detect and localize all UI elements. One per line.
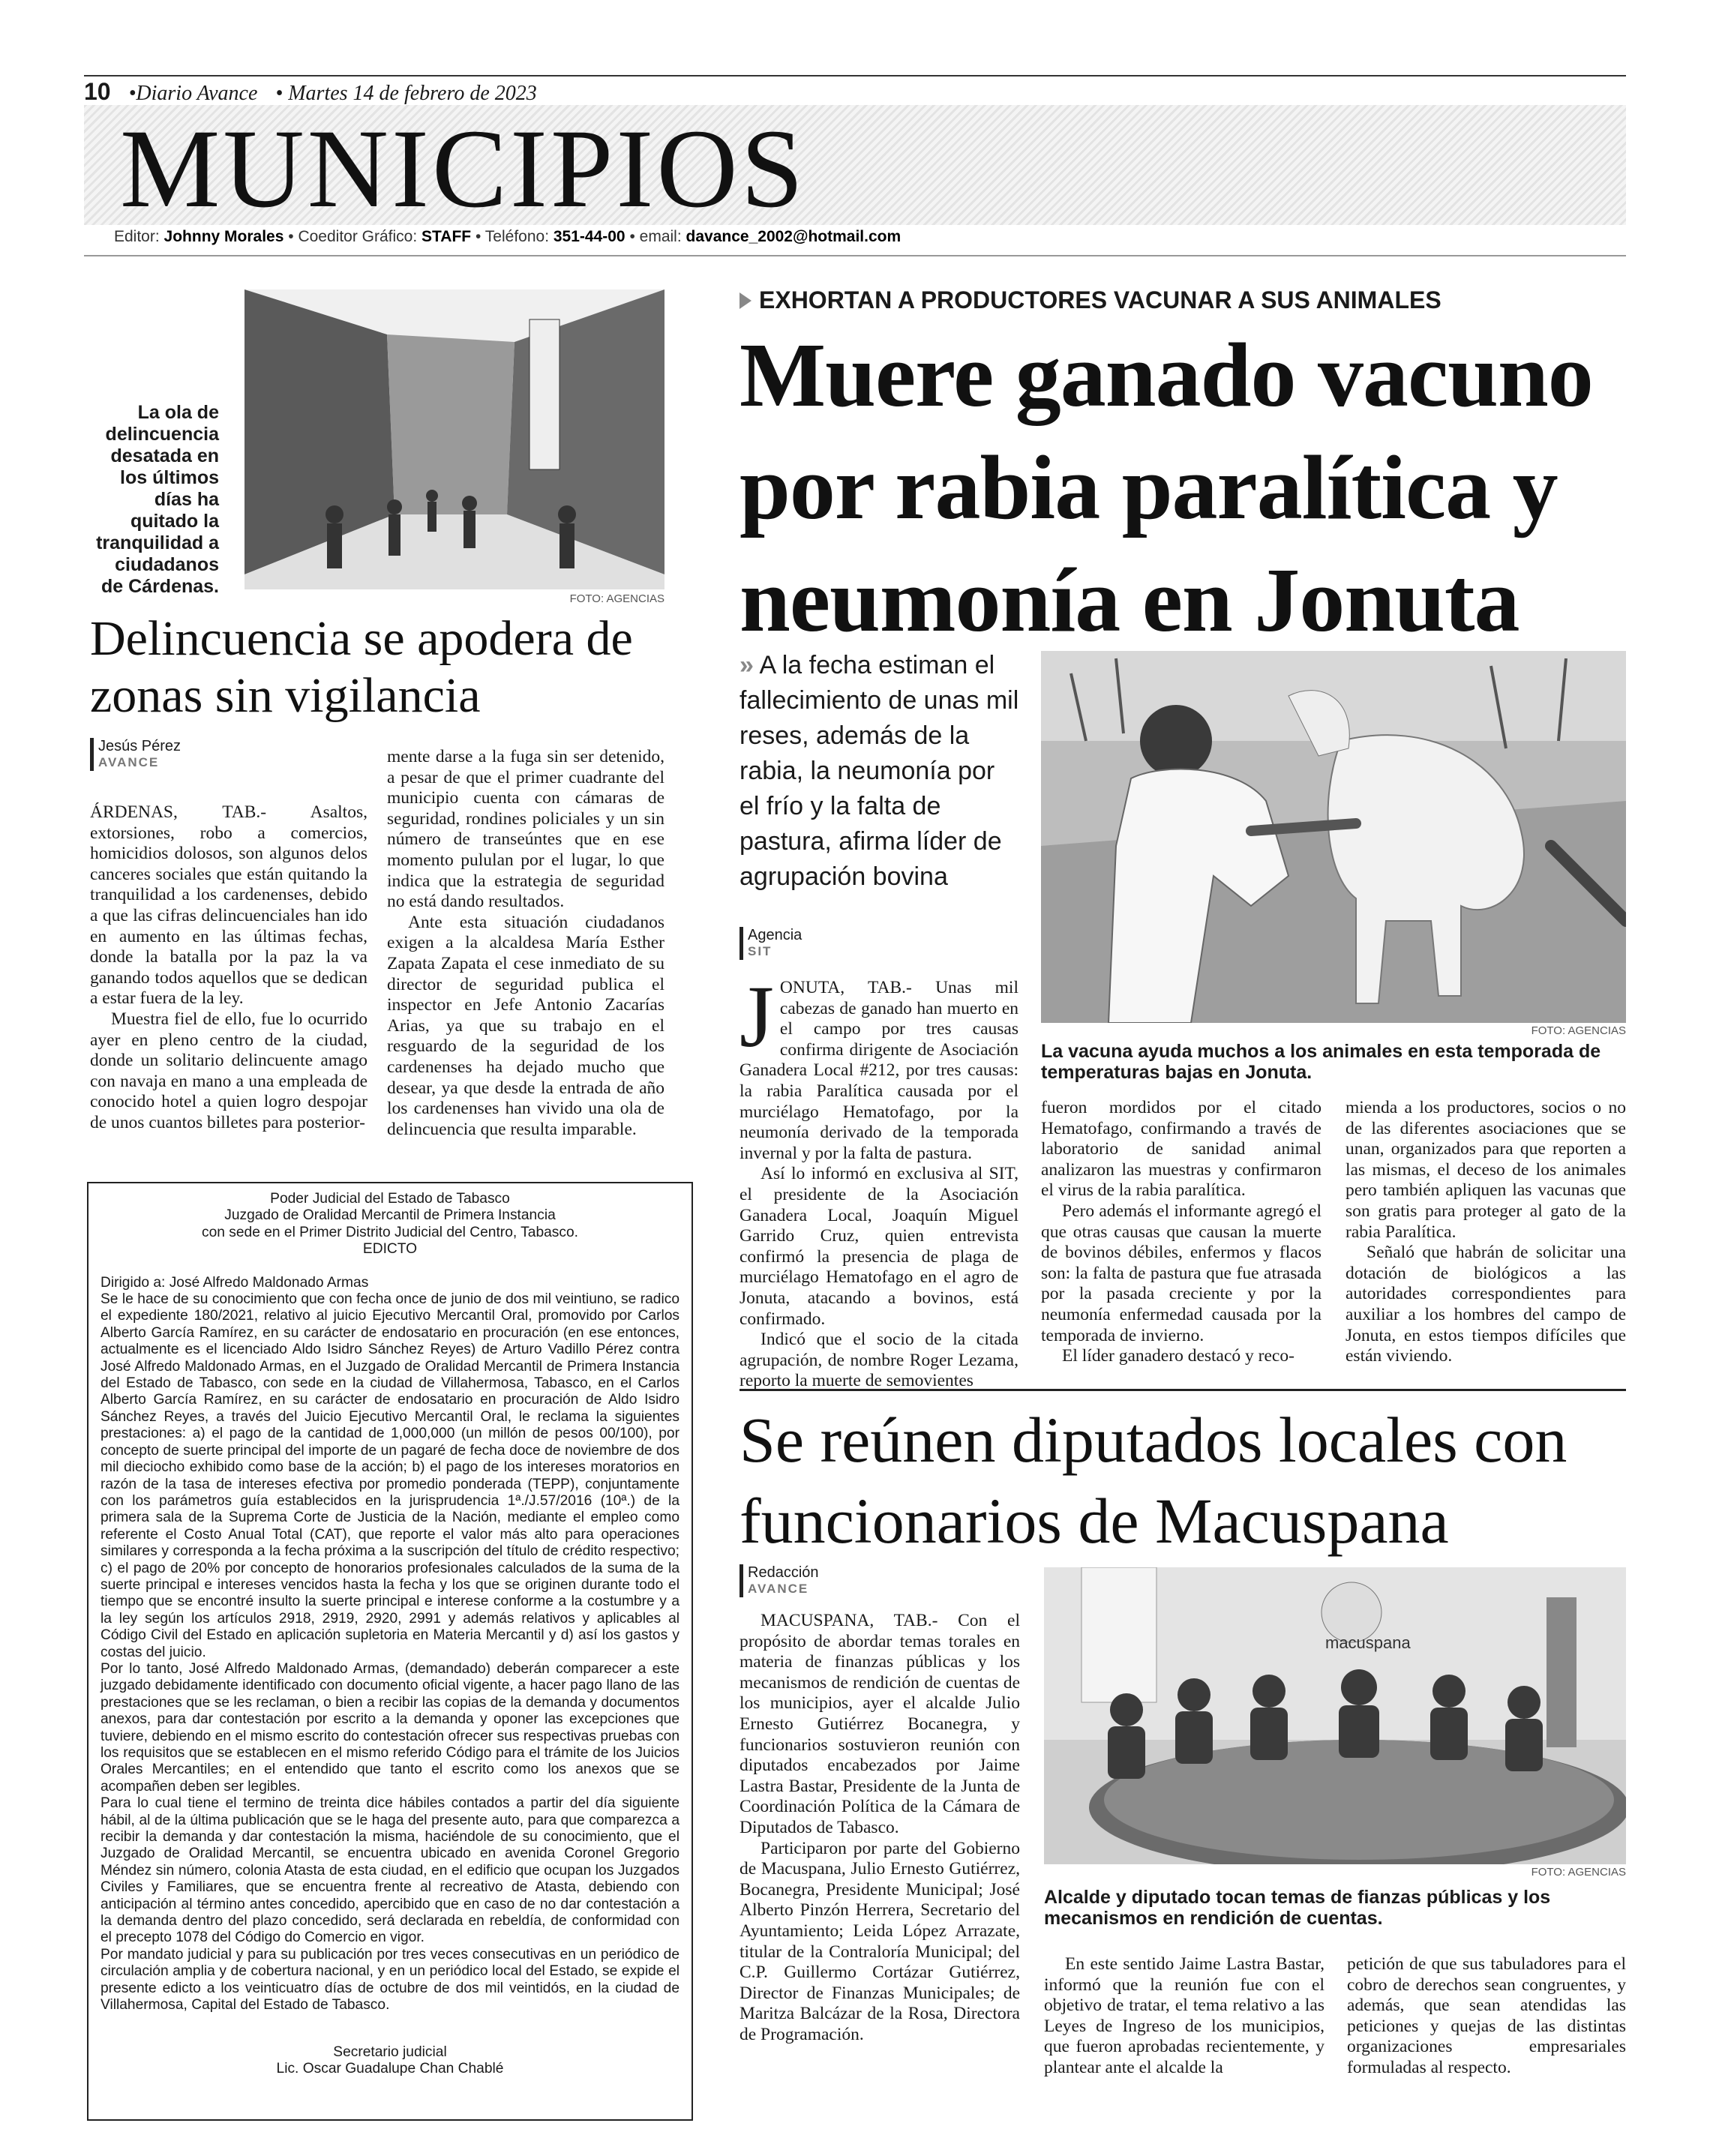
editor-line [114, 228, 901, 246]
cattle-photo-caption: La vacuna ayuda muchos a los animales en esta temporada de temperaturas bajas en Jonuta. [1041, 1041, 1601, 1083]
story2-paragraph: Pero además el informante agregó el que otras causas que causan la muerte de bovinos débiles, enfermos y flacos son: la falta de pastura que fue atrasada por la pasada creciente y por la neumonía enfermedad causada por la temporada de invierno. [1041, 1201, 1322, 1345]
story2-byline [740, 927, 802, 960]
phone-number: 351-44-00 [553, 228, 626, 245]
header-rule [84, 255, 1626, 256]
email-label: • email: [629, 228, 682, 245]
story2-column-3 [1346, 1098, 1626, 1367]
story3-column-2 [1044, 1954, 1324, 2079]
story2-column-1 [740, 967, 1018, 1392]
edicto-paragraph: Por mandato judicial y para su publicación por tres veces consecutivas en un periódico de circulación amplia y de cobertura nacional, y en un periódico local del Estado, se expide el presente edicto a los veinticuatro días de octubre de dos mil veintidós, en la ciudad de Villahermosa, Capital del Estado de Tabasco. [100, 1946, 680, 2014]
section-title: MUNICIPIOS [120, 106, 807, 231]
meeting-photo-credit: FOTO: AGENCIAS [1531, 1866, 1626, 1879]
edicto-signature-title: Secretario judicial [333, 2044, 447, 2060]
meeting-photo-caption: Alcalde y diputado tocan temas de fianzas públicas y los mecanismos en rendición de cuentas. [1044, 1887, 1551, 1929]
street-photo-caption: La ola de delincuencia desatada en los últimos días ha quitado la tranquilidad a ciudadanos de Cárdenas. [96, 402, 219, 597]
edicto-signature-name: Lic. Oscar Guadalupe Chan Chablé [276, 2060, 504, 2077]
story1-outlet: AVANCE [98, 755, 160, 769]
cattle-vaccination-image [1041, 651, 1626, 1023]
story3-paragraph: petición de que sus tabuladores para el cobro de derechos sean congruentes, y además, que sean atendidas las peticiones y quejas de las distintas organizaciones empresariales formuladas al respecto. [1347, 1954, 1626, 2077]
email-address: davance_2002@hotmail.com [686, 228, 902, 245]
edicto-paragraph: Para lo cual tiene el termino de treinta dice hábiles contados a partir del día siguiente hábil, al de la última publicación que se le haga del presente auto, para que comparezca a recibir la demanda y dar contestación la misma, haciéndole de su conocimiento, que el Juzgado de Oralidad Mercantil, se encuentra ubicado en avenida Coronel Gregorio Méndez sin número, colonia Atasta de esta ciudad, en el edificio que ocupan los Juzgados Civiles y Familiares, que se encuentra frente al recreativo de Atasta, debiendo con anticipación al término antes concedido, apercibido que en caso de no dar contestación a la demanda dentro del plazo concedido, será declarada en rebeldía, de conformidad con el precepto 1078 del Código do Comercio en vigor. [100, 1795, 680, 1946]
coeditor-name: STAFF [422, 228, 472, 245]
story1-paragraph: mente darse a la fuga sin ser detenido, a pesar de que el primer cuadrante del municipio cuenta con cámaras de seguridad, rondines policiales y un sin número de transeúntes que en ese momento pululan por el lugar, lo que indica que la estrategia de seguridad no está dando resultados. [387, 747, 664, 912]
top-rule [84, 75, 1626, 76]
story2-deck [740, 648, 1020, 895]
story2-column-2 [1041, 1098, 1322, 1367]
edicto-addressee: Dirigido a: José Alfredo Maldonado Armas [100, 1274, 369, 1291]
meeting-wall-sign: macuspana [1325, 1633, 1411, 1652]
story2-kicker [740, 286, 1442, 314]
editor-label: Editor: [114, 228, 160, 245]
story2-paragraph: El líder ganadero destacó y reco- [1062, 1346, 1294, 1366]
story1-column-1 [90, 802, 368, 1134]
story1-paragraph: Muestra fiel de ello, fue lo ocurrido ayer en pleno centro de la ciudad, donde un solitario delincuente amago con navaja en mano a una empleada de conocido hotel a quien logro despojar de unos cuantos billetes para posterior- [90, 1009, 368, 1132]
story3-paragraph: Participaron por parte del Gobierno de Macuspana, Julio Ernesto Gutiérrez, Bocanegra, Presidente Municipal; José Alberto Pinzón Herrera, Secretario del Ayuntamiento; Leida López Arrazate, titular de la Contraloría Municipal; del C.P. Guillermo Cortázar Gutiérrez, Director de Finanzas Municipales; de Maritza Balcázar de la Rosa, Directora de Programación. [740, 1838, 1020, 2044]
editor-name: Johnny Morales [164, 228, 284, 245]
story3-paragraph: En este sentido Jaime Lastra Bastar, informó que la reunión fue con el objetivo de tratar, el tema relativo a las Leyes de Ingreso de los municipios, que fueron aprobadas recientemente, y plantear ante el alcalde la [1044, 1954, 1324, 2077]
street-photo-credit: FOTO: AGENCIAS [569, 592, 664, 605]
coeditor-label: • Coeditor Gráfico: [288, 228, 418, 245]
story2-headline: Muere ganado vacuno por rabia paralítica y neumonía en Jonuta [740, 325, 1593, 651]
story2-author: Agencia [748, 927, 802, 943]
phone-label: • Teléfono: [475, 228, 550, 245]
triangle-arrow-icon [740, 292, 752, 309]
story-divider [740, 1389, 1626, 1391]
story2-paragraph: ONUTA, TAB.- Unas mil cabezas de ganado han muerto en el campo por tres causas confirma dirigente de Asociación Ganadera Local #212, por tres causas: la rabia Paralítica causada por el murciélago Hematofago, por la neumonía derivado de la temporada invernal y por la falta de pastura. [740, 978, 1018, 1163]
story3-outlet: AVANCE [748, 1582, 809, 1596]
edicto-header-line: con sede en el Primer Distrito Judicial del Centro, Tabasco. [202, 1224, 578, 1240]
story2-paragraph: mienda a los productores, socios o no de las diferentes asociaciones que se unan, organizados para que reporten a las mismas, el deceso de los animales pero también apliquen las vacunas que son gratis para proteger al gato de la rabia Paralítica. [1346, 1098, 1626, 1242]
story3-author: Redacción [748, 1564, 819, 1581]
edicto-paragraph: Por lo tanto, José Alfredo Maldonado Armas, (demandado) deberán comparecer a este juzgado debidamente identificado con documento oficial vigente, a hacer pago llano de las prestaciones que se les reclaman, o bien a recibir las copias de la demanda y documentos anexos, para dar contestación por escrito a la demanda y oponer las excepciones que tuviere, debiendo en el mismo escrito do contestación ofrecer sus respectivas pruebas con los requisitos que se establecen en el mismo referido Código para el trámite de los Juicios Orales Mercantiles; en el entendido que tanto el escrito como los anexos que se acompañen deben ser legibles. [100, 1660, 680, 1795]
story3-headline: Se reúnen diputados locales con funcionarios de Macuspana [740, 1404, 1568, 1557]
cattle-photo-credit: FOTO: AGENCIAS [1531, 1024, 1626, 1037]
story1-headline: Delincuencia se apodera de zonas sin vigilancia [90, 611, 633, 723]
page-number: 10 [84, 78, 111, 105]
edicto-paragraph: Se le hace de su conocimiento que con fecha once de junio de dos mil veintiuno, se radico el expediente 180/2021, relativo al juicio Ejecutivo Mercantil Oral, promovido por Carlos Alberto García Ramírez, en su carácter de endosatario en procuración (en ese entonces, actualmente es el licenciado Aldo Isidro Sánchez Reyes) de Arturo Vadillo Pérez contra José Alfredo Maldonado Armas, en el Juzgado de Oralidad Mercantil de Primera Instancia del Estado de Tabasco, con sede en la ciudad de Villahermosa, Tabasco, en el Carlos Alberto García Ramírez, en su carácter de endosatario en procuración de Aldo Isidro Sánchez Reyes, a través del Juicio Ejecutivo Mercantil Oral, le reclama la siguientes prestaciones: a) el pago de la cantidad de 1,000,000 (un millón de pesos 00/100), por concepto de suerte principal del importe de un pagaré de fecha doce de noviembre de dos mil dieciocho exhibido como base de la acción; b) el pago de los intereses moratorios en razón de la tasa de intereses efectiva por promedio ponderada (TEPP), conjuntamente con los parámetros guía establecidos en la jurisprudencia 1ª./J.57/2016 (10ª.) de la primera sala de la Suprema Corte de Justicia de la Nación, mediante el empleo como referente el Costo Anual Total (CAT), que reporte el valor más alto para operaciones similares y corresponda a la fecha próxima a la suscripción del título de crédito respectivo; c) el pago de 20% por concepto de honorarios profesionales calculados de la suma de la suerte principal e intereses vencidos hasta la fecha y los que se originen durante todo el tiempo que se encontré insulto la suerte principal e interese conforme a la costumbre y a la ley según los artículos 2918, 2919, 2920, 2991 y además relativos y aplicables al Código Civil del Estado en aplicación supletoria en Materia Mercantil y d) así los gastos y costas del juicio. [100, 1291, 680, 1660]
street-scene-image [244, 289, 664, 589]
story2-paragraph: fueron mordidos por el citado Hematofago, confirmando a través de laboratorio de sanidad animal analizaron las muestras y confirmaron el virus de la rabia paralítica. [1041, 1098, 1322, 1201]
story3-column-3 [1347, 1954, 1626, 2079]
edicto-header-line: Juzgado de Oralidad Mercantil de Primera Instancia [224, 1207, 556, 1224]
story2-paragraph: Así lo informó en exclusiva al SIT, el presidente de la Asociación Ganadera Local, Joaquín Miguel Garrido Cruz, quien entrevista confirmó la presencia de plaga de murciélago Hematofago en el agro de Jonuta, atacando a bovinos, está confirmado. [740, 1164, 1018, 1329]
story3-byline [740, 1564, 819, 1597]
story3-paragraph: MACUSPANA, TAB.- Con el propósito de abordar temas torales en materia de finanzas públicas y los mecanismos de rendición de cuentas de los municipios, ayer el alcalde Julio Ernesto Gutiérrez Bocanegra, y funcionarios sostuvieron reunión con diputados encabezados por Jaime Lastra Bastar, Presidente de la Junta de Coordinación Política de la Cámara de Diputados de Tabasco. [740, 1611, 1020, 1837]
story2-deck-text: A la fecha estiman el fallecimiento de unas mil reses, además de la rabia, la neumonía por el frío y la falta de pastura, afirma líder de agrupación bovina [740, 651, 1019, 891]
legal-notice-box [87, 1182, 693, 2121]
meeting-image [1044, 1567, 1626, 1864]
story2-dropcap: J [740, 967, 774, 1066]
story1-byline [90, 738, 181, 771]
deck-arrow-icon: » [740, 651, 754, 679]
publication-name: •Diario Avance [128, 82, 258, 105]
issue-date: • Martes 14 de febrero de 2023 [275, 82, 537, 105]
folio [84, 78, 1626, 106]
story1-paragraph: Ante esta situación ciudadanos exigen a la alcaldesa María Esther Zapata Zapata el cese inmediato de su director de seguridad publica el inspector en Jefe Antonio Zacarías Arias, ya que su trabajo en el resguardo de la seguridad de los cardenenses ha dejado mucho que desear, ya que desde la entrada de año los cardenenses han vivido una ola de delincuencia que resulta imparable. [387, 912, 664, 1139]
story1-paragraph: ÁRDENAS, TAB.- Asaltos, extorsiones, robo a comercios, homicidios dolosos, son algunos delos canceres sociales que están quitando la tranquilidad a los cardenenses, debido a que las cifras delincuenciales han ido en aumento en las últimas fechas, donde la batalla por la paz la va ganando todos aquellos que se dedican a estar fuera de la ley. [90, 802, 368, 1009]
story2-kicker-text: EXHORTAN A PRODUCTORES VACUNAR A SUS ANIMALES [759, 286, 1442, 313]
meeting-photo [1044, 1567, 1626, 1864]
story2-outlet: SIT [748, 944, 772, 958]
story2-paragraph: Indicó que el socio de la citada agrupación, de nombre Roger Lezama, reporto la muerte de semovientes [740, 1330, 1018, 1391]
story3-column-1 [740, 1611, 1020, 2045]
story2-paragraph: Señaló que habrán de solicitar una dotación de biológicos a las autoridades correspondientes para auxiliar a los hombres del campo de Jonuta, en estos tiempos difíciles que están viviendo. [1346, 1243, 1626, 1366]
story2-deck-block [740, 648, 1020, 895]
cattle-photo [1041, 651, 1626, 1023]
story1-column-2 [387, 747, 664, 1140]
edicto-header-line: Poder Judicial del Estado de Tabasco [270, 1191, 510, 1207]
street-photo [244, 289, 664, 589]
story1-author: Jesús Pérez [98, 738, 182, 754]
edicto-title: EDICTO [362, 1241, 418, 1258]
